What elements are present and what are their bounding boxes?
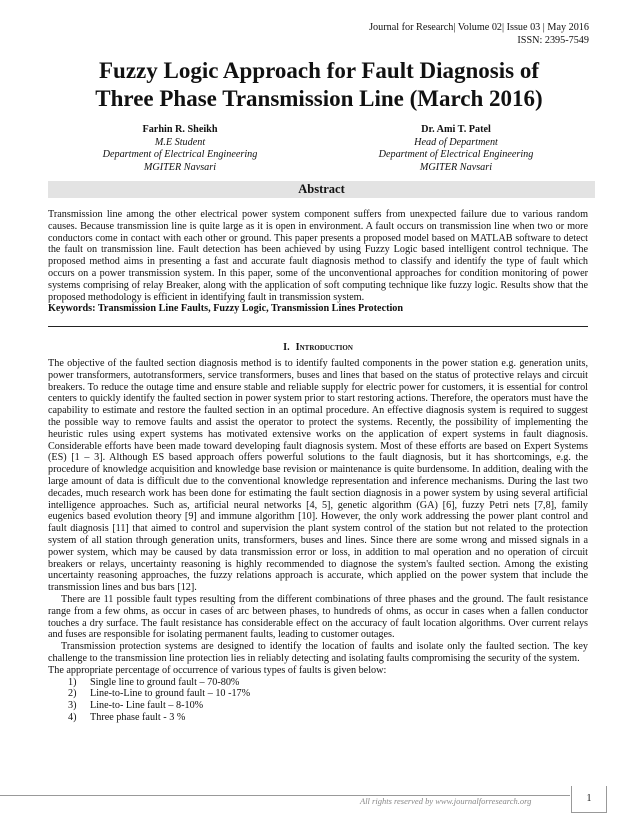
fault-percentage-list — [48, 677, 588, 724]
section-divider — [48, 326, 588, 327]
intro-paragraph-2: There are 11 possible fault types resulting from the different combinations of three phases and the ground. The fault resistance range from a few ohms, as occur in cases of arc between phases, to hundreds of ohms, as occur in cases when a fallen conductor touches a dry surface. The fault resistance has considerable effect on the accuracy of fault location algorithms. Over current relays and fuses are responsible for isolating permanent faults, leading to customer outages. — [48, 593, 588, 641]
list-text: Three phase fault - 3 % — [90, 711, 186, 723]
list-number: 1) — [68, 676, 77, 688]
abstract-text: Transmission line among the other electrical power system component suffers from unexpected failure due to various random causes. Because transmission line is quite large as it is open in environment. A fault occurs on transmission line when two or more conductors come in contact with each other or ground. This paper presents a proposed model based on MATLAB software to detect the fault on transmission line. Fault detection has been achieved by using Fuzzy Logic based intelligent control technique. The proposed method aims in presenting a fast and accurate fault diagnosis method to classify and identify the type of fault which occurs on a power transmission system. In this paper, some of the unconventional approaches for condition monitoring of power systems comprising of relay Breaker, along with the application of soft computing technique like fuzzy logic. Results show that the proposed methodology is efficient in identifying fault in transmission system. — [48, 209, 588, 303]
list-item — [68, 677, 588, 689]
paper-title — [20, 57, 618, 113]
author-block-1 — [55, 124, 305, 174]
list-item — [68, 700, 588, 712]
author-block-2 — [331, 124, 581, 174]
issn: ISSN: 2395-7549 — [517, 34, 589, 46]
running-header — [369, 22, 589, 47]
intro-paragraph-3: Transmission protection systems are designed to identify the location of faults and isolate only the faulted section. The key challenge to the transmission line protection lies in reliably detecting and isolating faults compromising the security of the system. — [48, 641, 588, 664]
author-role: M.E Student — [154, 136, 206, 148]
abstract-heading: Abstract — [48, 181, 595, 198]
intro-paragraph-4: The appropriate percentage of occurrence of various types of faults is given below: — [48, 664, 387, 676]
author-role: Head of Department — [414, 136, 498, 148]
abstract-body — [48, 209, 588, 315]
intro-paragraph-1: The objective of the faulted section diagnosis method is to identify faulted components in the power station e.g. generation units, power transformers, autotransformers, service transformers, buses and lines that based on the status of protective relays and circuit breakers. To reduce the outage time and ensure stable and reliable supply for electric power for customers, it is essential for control centers to quickly identify the faulted section in power system prior to start restoring actions. Therefore, the operators must have the capability to estimate and restore the faulted section in an optimal procedure. An effective diagnosis system is required to suggest the possible way to remove faults and assist the operator to protect the systems. Recently, the possibility of implementing the heuristic rules using expert systems has motivated extensive works on the application of expert systems in fault diagnosis. Considerable efforts have been made toward developing fault diagnosis system. Most of these efforts are based on Expert Systems (ES) [1 – 3]. Although ES based approach offers powerful solutions to the fault diagnosis, but it has shortcomings, e.g. the procedure of knowledge acquisition and knowledge base revision or maintenance is quite burdensome. In addition, dealing with the large amount of data is difficult due to the conventional knowledge representation and inference mechanisms. During the last two decades, much research work has been done for estimating the fault section diagnosis in a power system by using several artificial intelligence approaches. Such as, artificial neural networks [4, 5], genetic algorithm (GA) [6], fuzzy Petri nets [7,8], family eugenics based evolution theory [9] and immune algorithm [10]. However, the only work addressing the power plant control and fault diagnosis [11] that aimed to control and supervision the plant system control of the station but not related to the protection system of all station through generation units, transformers, buses and lines. Since there are some wrong and missed signals in a power system, which may be caused by data transmission error or loss, in addition to mal operation and no operation of circuit breakers or relays, uncertainty reasoning is highly recommended to diagnose the system's faulted section. Among the existing uncertainty reasoning approaches, the fuzzy relations approach is accurate, which applied on the power system that include the transmission lines and bus bars [12]. — [48, 358, 588, 594]
section-heading — [48, 342, 588, 353]
list-item — [68, 712, 588, 724]
title-line-2: Three Phase Transmission Line (March 2016) — [95, 86, 543, 111]
introduction-body — [48, 358, 588, 724]
list-number: 2) — [68, 688, 77, 700]
section-number: I. — [283, 342, 290, 353]
author-dept: Department of Electrical Engineering — [378, 149, 534, 160]
journal-info: Journal for Research| Volume 02| Issue 03 | May 2016 — [369, 22, 589, 33]
list-item — [68, 688, 588, 700]
author-inst: MGITER Navsari — [143, 161, 217, 173]
section-title: Introduction — [295, 342, 353, 353]
list-number: 3) — [68, 700, 77, 712]
title-line-1: Fuzzy Logic Approach for Fault Diagnosis of — [99, 58, 539, 83]
author-dept: Department of Electrical Engineering — [102, 149, 258, 160]
list-text: Line-to- Line fault – 8-10% — [90, 700, 204, 712]
list-text: Line-to-Line to ground fault – 10 -17% — [90, 688, 251, 700]
list-number: 4) — [68, 711, 77, 723]
author-name: Farhin R. Sheikh — [142, 124, 218, 135]
list-text: Single line to ground fault – 70-80% — [90, 676, 240, 688]
footer-rights: All rights reserved by www.journalforresearch.org — [360, 796, 532, 806]
page-number: 1 — [571, 786, 607, 813]
author-inst: MGITER Navsari — [419, 161, 493, 173]
author-name: Dr. Ami T. Patel — [421, 124, 491, 135]
keywords: Keywords: Transmission Line Faults, Fuzzy Logic, Transmission Lines Protection — [48, 303, 404, 315]
